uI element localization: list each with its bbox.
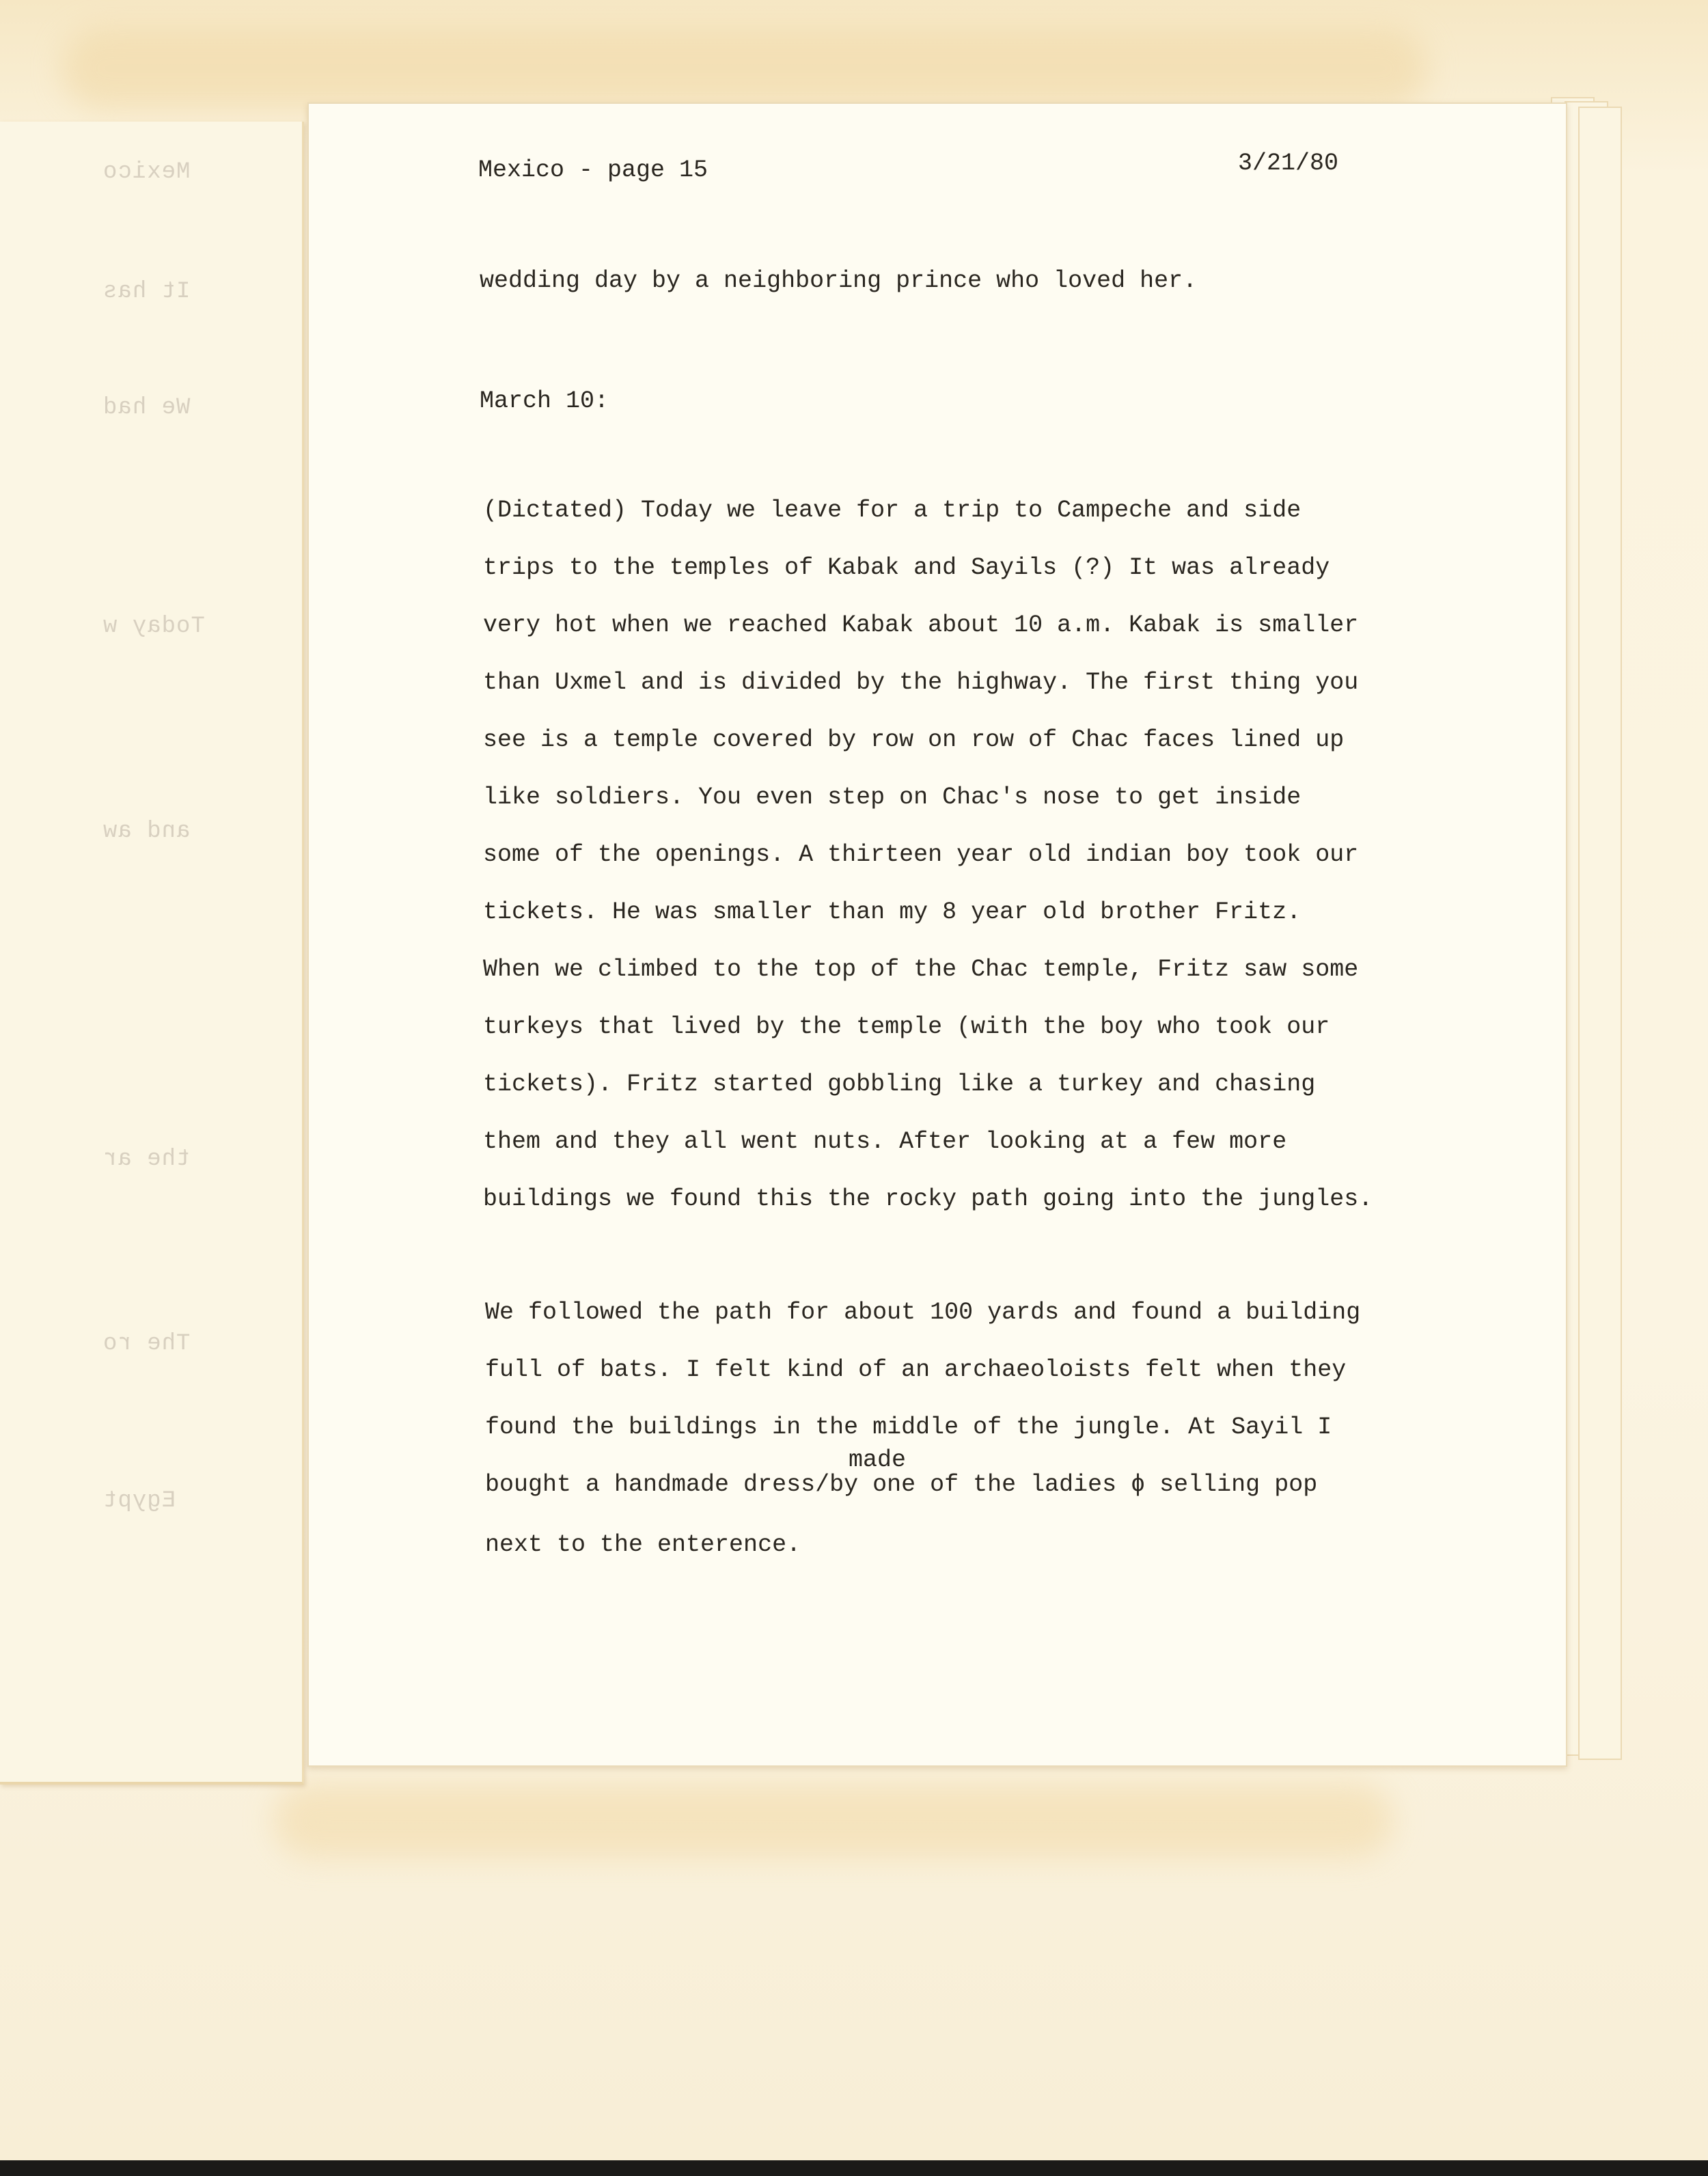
text-line: next to the enterence. bbox=[485, 1531, 801, 1558]
text-line: trips to the temples of Kabak and Sayils (?) It was already bbox=[483, 554, 1330, 581]
text-line: them and they all went nuts. After looking at a few more bbox=[483, 1128, 1287, 1155]
text-line: wedding day by a neighboring prince who loved her. bbox=[480, 267, 1198, 294]
text-line: some of the openings. A thirteen year old indian boy took our bbox=[483, 841, 1359, 868]
page-stack-edge bbox=[1578, 107, 1622, 1760]
text-line: bought a handmade dress/by one of the ladies ɸ selling pop bbox=[485, 1471, 1318, 1498]
bleed-through-text: Today w bbox=[102, 614, 205, 639]
bleed-through-text: and aw bbox=[102, 818, 191, 844]
bleed-through-text: We had bbox=[102, 395, 191, 421]
bleed-through-text: The ro bbox=[102, 1331, 191, 1357]
text-line: When we climbed to the top of the Chac temple, Fritz saw some bbox=[483, 956, 1359, 983]
document-page bbox=[307, 102, 1567, 1767]
bleed-through-text: It has bbox=[102, 279, 191, 305]
left-facing-page bbox=[0, 122, 304, 1785]
entry-date-heading: March 10: bbox=[480, 387, 609, 415]
text-line: turkeys that lived by the temple (with the boy who took our bbox=[483, 1013, 1330, 1041]
handwritten-insertion: made bbox=[849, 1446, 907, 1474]
text-line: very hot when we reached Kabak about 10 a.m. Kabak is smaller bbox=[483, 611, 1359, 639]
bleed-through-text: Egypt bbox=[102, 1488, 176, 1514]
page-header-title: Mexico - page 15 bbox=[478, 156, 708, 184]
bleed-through-text: Mexico bbox=[102, 159, 191, 185]
bleed-through-text: the ar bbox=[102, 1146, 191, 1172]
text-line: (Dictated) Today we leave for a trip to Campeche and side bbox=[483, 497, 1301, 524]
text-line: We followed the path for about 100 yards and found a building bbox=[485, 1299, 1361, 1326]
text-line: found the buildings in the middle of the jungle. At Sayil I bbox=[485, 1414, 1332, 1441]
text-line: than Uxmel and is divided by the highway. The first thing you bbox=[483, 669, 1359, 696]
text-line: tickets. He was smaller than my 8 year old brother Fritz. bbox=[483, 898, 1301, 926]
scan-bottom-edge bbox=[0, 2160, 1708, 2176]
text-line: buildings we found this the rocky path going into the jungles. bbox=[483, 1185, 1373, 1213]
text-line: like soldiers. You even step on Chac's nose to get inside bbox=[483, 784, 1301, 811]
text-line: see is a temple covered by row on row of Chac faces lined up bbox=[483, 726, 1345, 754]
text-line: full of bats. I felt kind of an archaeoloists felt when they bbox=[485, 1356, 1347, 1383]
text-line: tickets). Fritz started gobbling like a turkey and chasing bbox=[483, 1071, 1316, 1098]
page-header-date: 3/21/80 bbox=[1238, 150, 1339, 177]
top-stain bbox=[61, 27, 1428, 109]
bottom-stain bbox=[273, 1783, 1394, 1858]
